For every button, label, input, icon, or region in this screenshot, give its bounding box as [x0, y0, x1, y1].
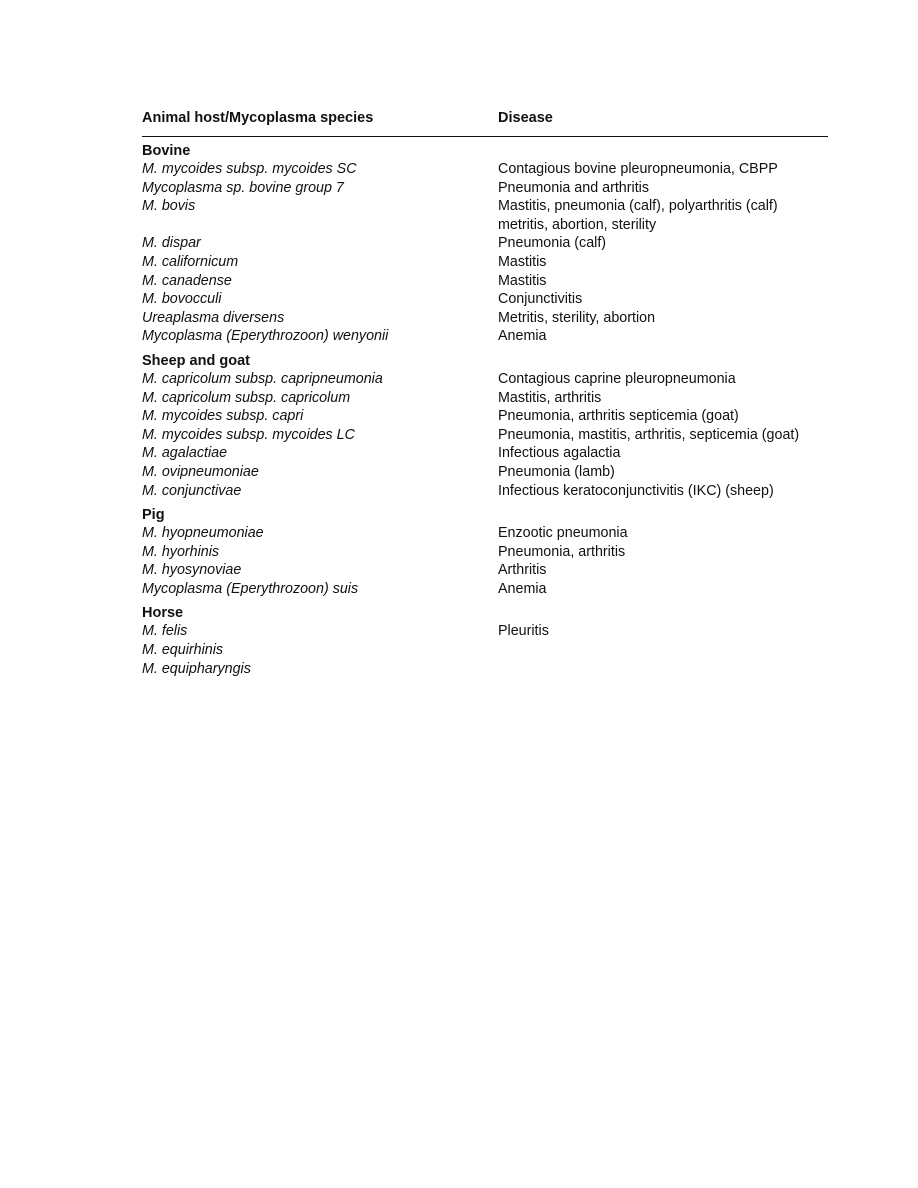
species-cell: M. mycoides subsp. mycoides SC [142, 161, 357, 177]
disease-cell: Infectious agalactia [498, 445, 621, 462]
species-cell: M. conjunctivae [142, 482, 242, 499]
disease-cell [498, 660, 828, 679]
table-row [142, 660, 828, 679]
table-row [142, 253, 828, 272]
table-row [142, 622, 828, 641]
table-row [142, 641, 828, 660]
table-row [142, 543, 828, 562]
disease-cell: Pneumonia (calf) [498, 235, 607, 252]
species-cell: Ureaplasma diversens [142, 309, 285, 326]
disease-cell: Mastitis, arthritis [498, 389, 602, 406]
table-row [142, 444, 828, 463]
disease-cell: Enzootic pneumonia [498, 525, 628, 542]
table-row [142, 482, 828, 501]
table-row [142, 426, 828, 445]
table-row [142, 580, 828, 599]
table-row [142, 290, 828, 309]
group-title: Pig [142, 507, 165, 524]
host-group [142, 604, 828, 678]
species-cell: M. mycoides subsp. mycoides LC [142, 426, 355, 443]
species-cell: M. bovocculi [142, 291, 222, 308]
host-group [142, 142, 828, 346]
table-row [142, 234, 828, 253]
table-row [142, 160, 828, 179]
table-row [142, 272, 828, 291]
disease-cell: Mastitis [498, 272, 547, 289]
disease-cell: Conjunctivitis [498, 291, 583, 308]
species-cell: M. equirhinis [142, 642, 224, 659]
disease-cell: Arthritis [498, 562, 547, 579]
species-cell: M. equipharyngis [142, 660, 251, 677]
disease-cell: Pneumonia, arthritis septicemia (goat) [498, 408, 739, 425]
disease-table [142, 110, 828, 678]
disease-cell: Mastitis, pneumonia (calf), polyarthritis (calf) metritis, abortion, sterility [498, 198, 778, 233]
disease-cell: Pneumonia (lamb) [498, 463, 615, 480]
host-group [142, 352, 828, 500]
group-title: Horse [142, 605, 184, 622]
table-header [142, 110, 828, 137]
header-species: Animal host/Mycoplasma species [142, 110, 374, 126]
disease-cell: Pleuritis [498, 623, 549, 640]
species-cell: M. bovis [142, 198, 196, 215]
species-cell: M. ovipneumoniae [142, 463, 259, 480]
disease-cell: Anemia [498, 580, 547, 597]
disease-cell: Infectious keratoconjunctivitis (IKC) (sheep) [498, 482, 774, 499]
table-row [142, 179, 828, 198]
table-row [142, 561, 828, 580]
disease-cell [498, 641, 828, 660]
species-cell: M. dispar [142, 235, 201, 252]
species-cell: Mycoplasma sp. bovine group 7 [142, 179, 344, 196]
species-cell: M. capricolum subsp. capripneumonia [142, 370, 383, 387]
table-row [142, 197, 828, 234]
species-cell: M. agalactiae [142, 445, 228, 462]
disease-cell: Pneumonia, mastitis, arthritis, septicemia (goat) [498, 426, 800, 443]
species-cell: M. mycoides subsp. capri [142, 408, 304, 425]
table-row [142, 370, 828, 389]
group-title: Sheep and goat [142, 352, 250, 369]
species-cell: M. californicum [142, 253, 239, 270]
species-cell: M. hyorhinis [142, 543, 220, 560]
disease-cell: Contagious bovine pleuropneumonia, CBPP [498, 161, 778, 177]
species-cell: M. capricolum subsp. capricolum [142, 389, 351, 406]
group-title: Bovine [142, 143, 191, 159]
disease-cell: Contagious caprine pleuropneumonia [498, 370, 736, 387]
table-row [142, 463, 828, 482]
table-row [142, 309, 828, 328]
disease-cell: Mastitis [498, 253, 547, 270]
table-row [142, 389, 828, 408]
header-disease: Disease [498, 110, 553, 126]
table-row [142, 407, 828, 426]
disease-cell: Anemia [498, 328, 547, 345]
species-cell: M. canadense [142, 272, 232, 289]
host-group [142, 506, 828, 598]
table-row [142, 327, 828, 346]
table-row [142, 524, 828, 543]
species-cell: M. felis [142, 623, 188, 640]
species-cell: Mycoplasma (Eperythrozoon) suis [142, 580, 359, 597]
species-cell: Mycoplasma (Eperythrozoon) wenyonii [142, 328, 389, 345]
table-body [142, 142, 828, 678]
disease-cell: Metritis, sterility, abortion [498, 309, 656, 326]
disease-cell: Pneumonia and arthritis [498, 179, 649, 196]
species-cell: M. hyopneumoniae [142, 525, 264, 542]
disease-cell: Pneumonia, arthritis [498, 543, 626, 560]
species-cell: M. hyosynoviae [142, 562, 242, 579]
